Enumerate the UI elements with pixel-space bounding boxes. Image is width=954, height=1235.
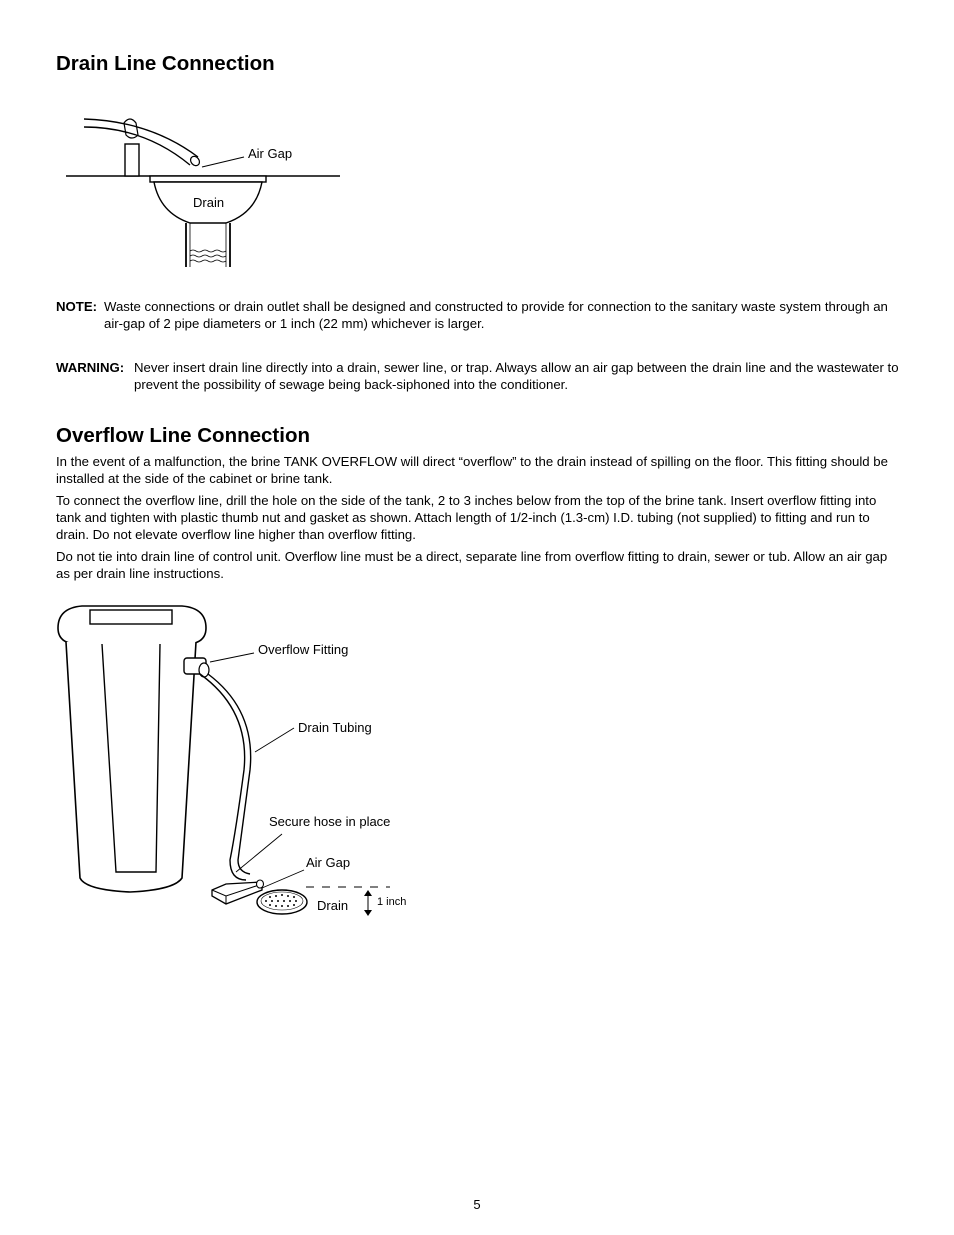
note-block (56, 298, 906, 332)
air-gap-label: Air Gap (248, 146, 293, 161)
secure-hose-label: Secure hose in place (269, 814, 391, 829)
overflow-line-heading: Overflow Line Connection (56, 424, 310, 447)
warning-block (56, 359, 906, 393)
overflow-fitting-label: Overflow Fitting (258, 642, 349, 657)
drain-label: Drain (193, 195, 225, 210)
drain-line-figure (60, 105, 360, 275)
page-number: 5 (473, 1197, 481, 1212)
drain-line-heading: Drain Line Connection (56, 52, 275, 75)
note-label: NOTE: (56, 299, 98, 314)
overflow-air-gap-label: Air Gap (306, 855, 351, 870)
overflow-drain-label: Drain (317, 898, 349, 913)
one-inch-label: 1 inch (377, 896, 407, 908)
warning-label: WARNING: (56, 360, 125, 375)
overflow-line-figure (50, 600, 430, 920)
overflow-paragraph-2: To connect the overflow line, drill the hole on the side of the tank, 2 to 3 inches below from the top of the brine tank. Insert overflow fitting into tank and tighten with plastic thumb nut and gasket as shown. Attach length of 1/2-inch (1.3-cm) I.D. tubing (not supplied) to fitting and run to drain. Do not elevate overflow line higher than overflow fitting. (56, 493, 877, 542)
overflow-paragraph-1: In the event of a malfunction, the brine TANK OVERFLOW will direct “overflow” to the drain instead of spilling on the floor. This fitting should be installed at the side of the cabinet or brine tank. (56, 454, 888, 486)
note-text: Waste connections or drain outlet shall be designed and constructed to provide for connection to the sanitary waste system through an air-gap of 2 pipe diameters or 1 inch (22 mm) whichever is larger. (104, 299, 888, 331)
warning-text: Never insert drain line directly into a drain, sewer line, or trap. Always allow an air gap between the drain line and the wastewater to prevent the possibility of sewage being back-siphoned into the conditioner. (134, 360, 899, 392)
overflow-paragraph-3: Do not tie into drain line of control unit. Overflow line must be a direct, separate line from overflow fitting to drain, sewer or tub. Allow an air gap as per drain line instructions. (56, 549, 888, 581)
drain-tubing-label: Drain Tubing (298, 720, 372, 735)
